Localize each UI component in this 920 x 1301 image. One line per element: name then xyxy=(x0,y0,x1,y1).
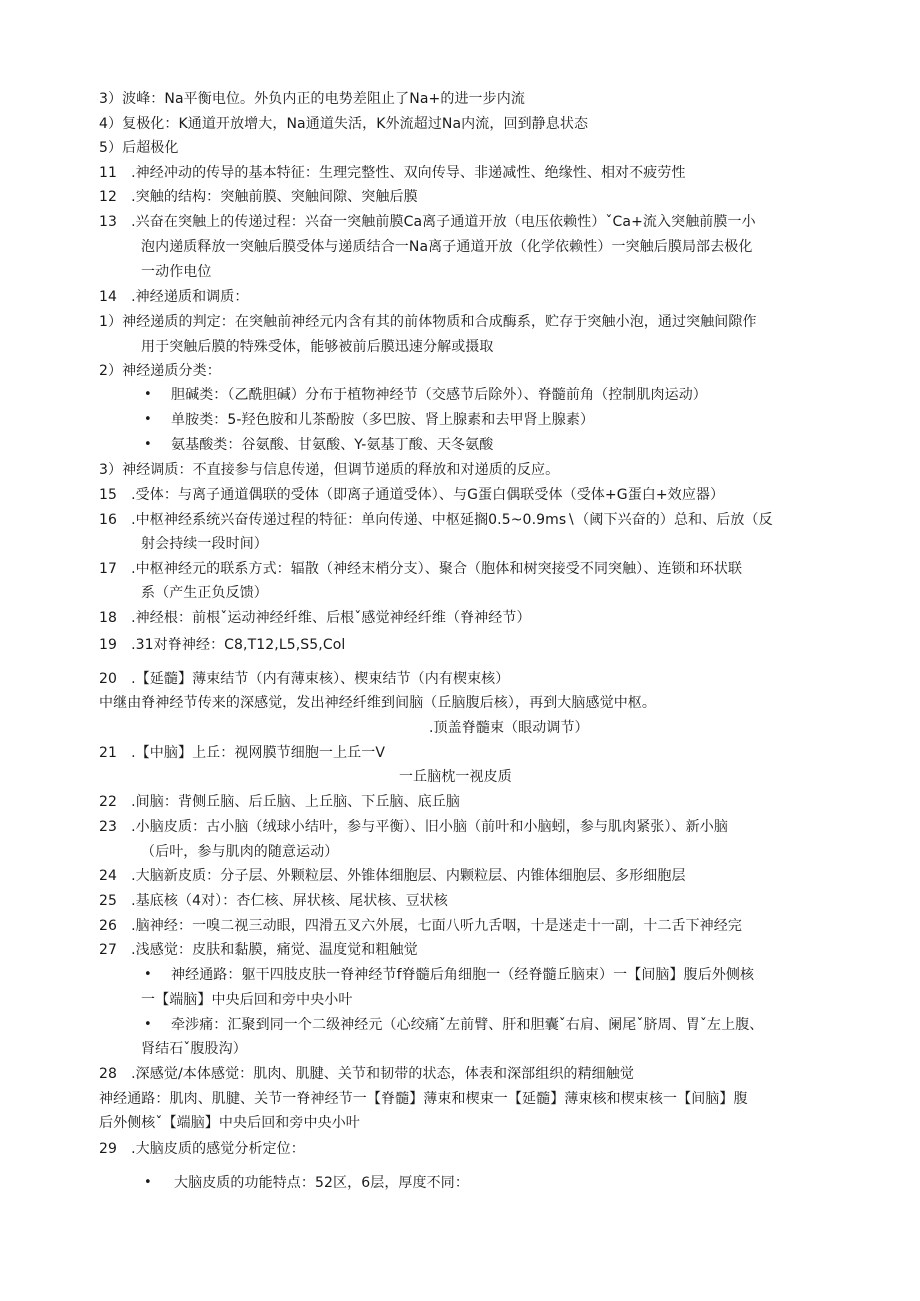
text-line: 一动作电位 xyxy=(141,264,212,280)
text-line: 单胺类：5-羟色胺和儿茶酚胺（多巴胺、肾上腺素和去甲肾上腺素） xyxy=(171,412,595,428)
text-line: 19 .31对脊神经：C8,T12,L5,S5,Col xyxy=(99,637,346,653)
text-line: 射会持续一段时间） xyxy=(141,536,268,552)
text-line: .顶盖脊髓束（眼动调节） xyxy=(429,720,589,736)
text-line: 18 .神经根：前根ˇ运动神经纤维、后根ˇ感觉神经纤维（脊神经节） xyxy=(99,610,531,626)
text-line: 大脑皮质的功能特点：52区，6层，厚度不同： xyxy=(174,1175,469,1191)
text-line: 14 .神经递质和调质： xyxy=(99,289,249,305)
text-line: 12 .突触的结构：突触前膜、突触间隙、突触后膜 xyxy=(99,189,418,205)
text-line: 氨基酸类：谷氨酸、甘氨酸、Y-氨基丁酸、天冬氨酸 xyxy=(171,437,494,453)
text-line: 中继由脊神经节传来的深感觉，发出神经纤维到间脑（丘脑腹后核），再到大脑感觉中枢。 xyxy=(99,695,656,711)
text-line: 4）复极化：K通道开放增大，Na通道失活，K外流超过Na内流，回到静息状态 xyxy=(99,116,589,132)
bullet-marker: • xyxy=(144,1175,152,1190)
text-line: 胆碱类：（乙酰胆碱）分布于植物神经节（交感节后除外）、脊髓前角（控制肌肉运动） xyxy=(171,387,707,403)
text-line: 23 .小脑皮质：古小脑（绒球小结叶，参与平衡）、旧小脑（前叶和小脑蚓，参与肌肉紧张）、新小脑 xyxy=(99,819,728,835)
text-line: 26 .脑神经：一嗅二视三动眼，四滑五叉六外展，七面八听九舌咽，十是迷走十一副，十二舌下神经完 xyxy=(99,918,742,934)
text-line: 27 .浅感觉：皮肤和黏膜，痛觉、温度觉和粗触觉 xyxy=(99,942,418,958)
text-line: 15 .受体：与离子通道偶联的受体（即离子通道受体）、与G蛋白偶联受体（受体+G蛋白+效应器） xyxy=(99,487,725,503)
text-line: 后外侧核ˇ【端脑】中央后回和旁中央小叶 xyxy=(99,1115,360,1131)
text-line: 22 .间脑：背侧丘脑、后丘脑、上丘脑、下丘脑、底丘脑 xyxy=(99,794,460,810)
bullet-marker: • xyxy=(144,1017,152,1032)
text-line: 一【端脑】中央后回和旁中央小叶 xyxy=(141,992,353,1008)
text-line: 神经通路：肌肉、肌腱、关节一脊神经节一【脊髓】薄束和楔束一【延髓】薄束核和楔束核一【间脑】腹 xyxy=(99,1091,748,1107)
text-line: 17 .中枢神经元的联系方式：辐散（神经末梢分支）、聚合（胞体和树突接受不同突触）、连锁和环状联 xyxy=(99,561,743,577)
text-line: 牵涉痛：汇聚到同一个二级神经元（心绞痛ˇ左前臂、肝和胆囊ˇ右肩、阑尾ˇ脐周、胃ˇ左上腹、 xyxy=(171,1017,764,1033)
text-line: 3）波峰：Na平衡电位。外负内正的电势差阻止了Na+的进一步内流 xyxy=(99,91,525,107)
text-line: 泡内递质释放一突触后膜受体与递质结合一Na离子通道开放（化学依赖性）一突触后膜局部去极化 xyxy=(141,239,753,255)
text-line: 21 .【中脑】上丘：视网膜节细胞一上丘一V xyxy=(99,745,386,761)
text-line: （后叶，参与肌肉的随意运动） xyxy=(141,844,339,860)
text-line: 28 .深感觉/本体感觉：肌肉、肌腱、关节和韧带的状态，体表和深部组织的精细触觉 xyxy=(99,1066,634,1082)
bullet-marker: • xyxy=(144,437,152,452)
text-line: 5）后超极化 xyxy=(99,140,179,156)
text-line: 3）神经调质：不直接参与信息传递，但调节递质的释放和对递质的反应。 xyxy=(99,462,560,478)
bullet-marker: • xyxy=(144,387,152,402)
text-line: 2）神经递质分类： xyxy=(99,363,221,379)
text-line: 一丘脑枕一视皮质 xyxy=(399,769,512,785)
text-line: 24 .大脑新皮质：分子层、外颗粒层、外锥体细胞层、内颗粒层、内锥体细胞层、多形细胞层 xyxy=(99,868,686,884)
text-line: 16 .中枢神经系统兴奋传递过程的特征：单向传递、中枢延搁0.5~0.9ms∖（阈下兴奋的）总和、后放（反 xyxy=(99,512,773,528)
text-line: 用于突触后膜的特殊受体，能够被前后膜迅速分解或摄取 xyxy=(141,339,494,355)
text-line: 神经通路：躯干四肢皮肤一脊神经节f脊髓后角细胞一（经脊髓丘脑束）一【间脑】腹后外侧核 xyxy=(171,967,755,983)
text-line: 29 .大脑皮质的感觉分析定位： xyxy=(99,1141,305,1157)
bullet-marker: • xyxy=(144,412,152,427)
text-line: 25 .基底核（4对）：杏仁核、屏状核、尾状核、豆状核 xyxy=(99,893,448,909)
text-line: 1）神经递质的判定：在突触前神经元内含有其的前体物质和合成酶系，贮存于突触小泡，通过突触间隙作 xyxy=(99,314,757,330)
text-line: 11 .神经冲动的传导的基本特征：生理完整性、双向传导、非递减性、绝缘性、相对不疲劳性 xyxy=(99,165,686,181)
text-line: 系（产生正负反馈） xyxy=(141,585,268,601)
text-line: 20 .【延髓】薄束结节（内有薄束核）、楔束结节（内有楔束核） xyxy=(99,671,510,687)
bullet-marker: • xyxy=(144,967,152,982)
text-line: 肾结石ˇ腹股沟） xyxy=(141,1041,247,1057)
text-line: 13 .兴奋在突触上的传递过程：兴奋一突触前膜Ca离子通道开放（电压依赖性）ˇCa+流入突触前膜一小 xyxy=(99,214,756,230)
